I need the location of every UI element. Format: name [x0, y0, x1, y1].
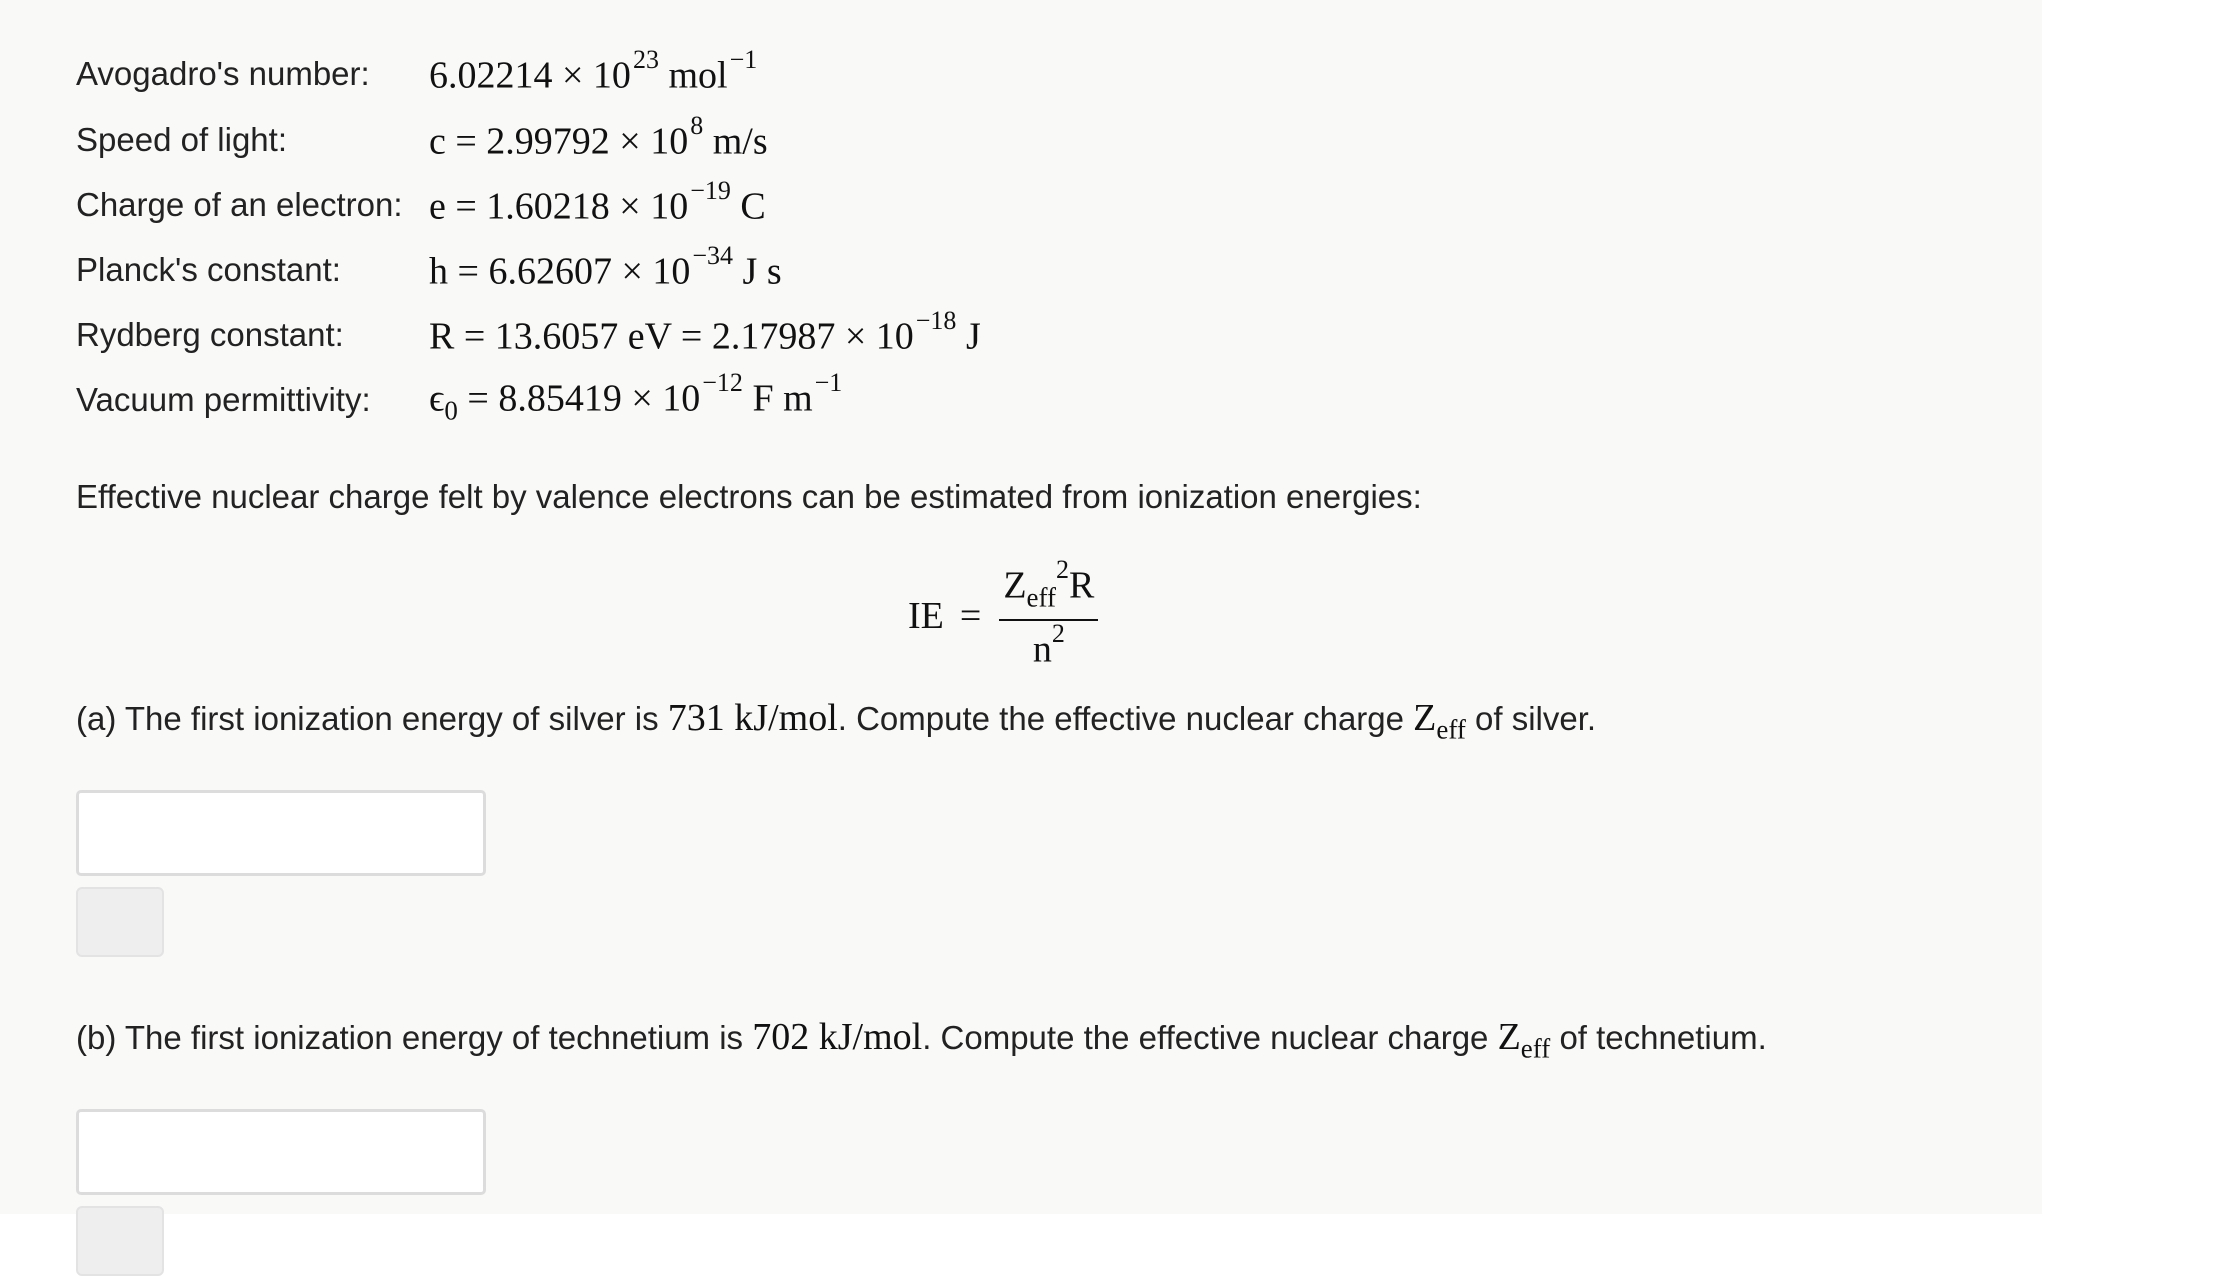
- constant-row-avogadro: [76, 44, 757, 104]
- constant-row-electron-charge: [76, 175, 766, 235]
- constant-label: Avogadro's number:: [76, 55, 370, 92]
- constant-label: Charge of an electron:: [76, 186, 403, 223]
- ionization-energy-formula: IE = $\frac{Z_{eff}^2R}{n^2}$: [908, 562, 1098, 670]
- answer-a-input[interactable]: [76, 790, 486, 876]
- constant-label: Planck's constant:: [76, 251, 341, 288]
- right-gutter: [2042, 0, 2216, 1214]
- constant-row-vacuum-permittivity: [76, 367, 843, 430]
- constant-row-planck: [76, 240, 782, 300]
- constant-row-rydberg: [76, 305, 981, 365]
- answer-a-check-button[interactable]: [76, 887, 164, 957]
- formula-denominator: $n^2$: [1032, 618, 1065, 671]
- constant-row-speed-of-light: [76, 110, 768, 170]
- formula-numerator: $Z_{eff}^2R$: [999, 561, 1098, 621]
- constant-label: Vacuum permittivity:: [76, 381, 371, 418]
- question-b-text: (b) The first ionization energy of technetium is 702 kJ/mol. Compute the effective nuclear charge $Z_{eff}$ of technetium.: [76, 1016, 1767, 1064]
- constant-value: $e = 1.60218 \times 10^{-19}$ C: [429, 175, 766, 228]
- constant-value: R = 13.6057 eV = $2.17987 \times 10^{-18}$ J: [429, 305, 981, 358]
- question-a-text: (a) The first ionization energy of silver is 731 kJ/mol. Compute the effective nuclear charge $Z_{eff}$ of silver.: [76, 697, 1597, 745]
- constant-value: $c = 2.99792 \times 10^8$ m/s: [429, 110, 768, 163]
- constant-value: $\epsilon_0 = 8.85419 \times 10^{-12}$ F $m^{-1}$: [429, 367, 843, 426]
- constant-value: $h = 6.62607 \times 10^{-34}$ J s: [429, 240, 782, 293]
- intro-text: Effective nuclear charge felt by valence electrons can be estimated from ionization energies:: [76, 478, 1422, 515]
- constant-label: Rydberg constant:: [76, 316, 344, 353]
- answer-b-check-button[interactable]: [76, 1206, 164, 1276]
- answer-b-input[interactable]: [76, 1109, 486, 1195]
- constant-label: Speed of light:: [76, 121, 287, 158]
- constant-value: $6.02214 \times 10^{23}$ mol$^{-1}$: [429, 44, 758, 97]
